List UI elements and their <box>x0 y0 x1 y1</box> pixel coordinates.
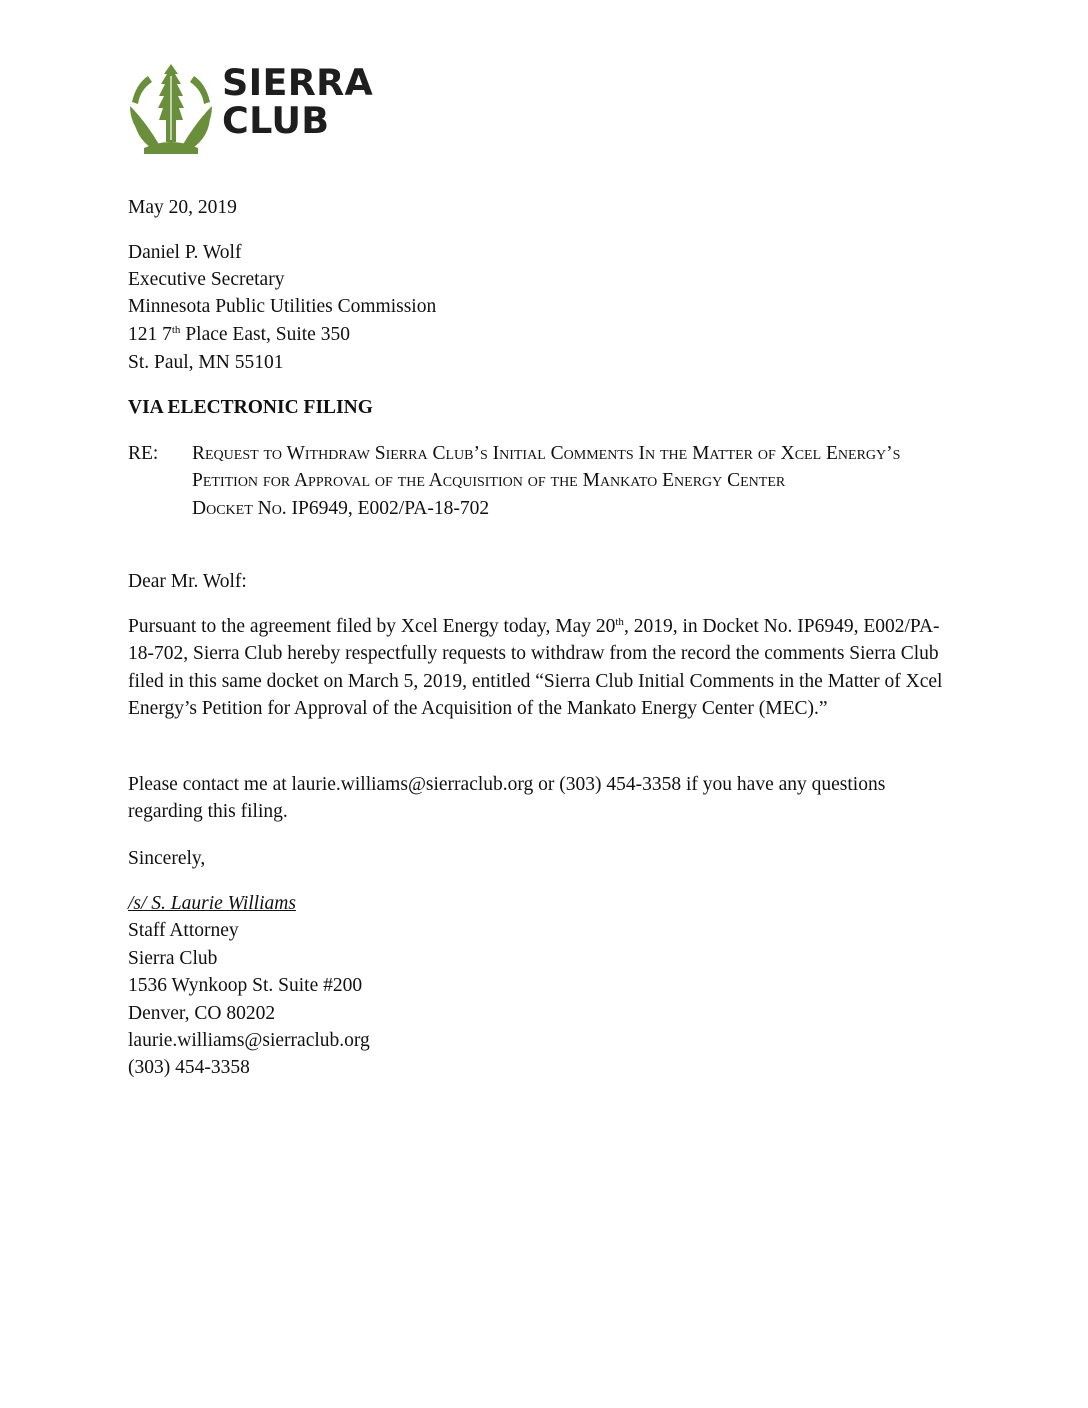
recipient-name: Daniel P. Wolf <box>128 242 242 263</box>
sequoia-tree-logo-icon <box>126 62 216 154</box>
signer-city: Denver, CO 80202 <box>128 1002 276 1024</box>
body-p1-superscript: th <box>615 616 624 628</box>
address-rest: Place East, Suite 350 <box>180 324 350 345</box>
logo-line-2: CLUB <box>222 99 330 142</box>
recipient-city: St. Paul, MN 55101 <box>128 352 284 373</box>
re-block <box>192 440 952 522</box>
sierra-club-logo <box>126 61 374 154</box>
signer-title: Staff Attorney <box>128 920 239 942</box>
recipient-address <box>128 321 350 348</box>
signature-block <box>128 890 370 1082</box>
signer-email: laurie.williams@sierraclub.org <box>128 1030 370 1052</box>
re-docket: Docket No. IP6949, E002/PA-18-702 <box>192 497 490 519</box>
body-p1-rest: , 2019, in Docket No. IP6949, E002/PA-18-702, Sierra Club hereby respectfully requests to withdraw from the record the comments Sierra Club filed in this same docket on March 5, 2019, entitled “Sierra Club Initial Comments in the Matter of Xcel Energy’s Petition for Approval of the Acquisition of the Mankato Energy Center (MEC).” <box>128 616 943 720</box>
salutation: Dear Mr. Wolf: <box>128 571 247 592</box>
address-superscript: th <box>171 324 181 336</box>
signer-street: 1536 Wynkoop St. Suite #200 <box>128 975 363 997</box>
re-subject: Request to Withdraw Sierra Club’s Initial Comments In the Matter of Xcel Energy’s Petition for Approval of the Acquisition of the Mankato Energy Center <box>192 443 901 492</box>
address-number: 121 7 <box>128 324 172 345</box>
body-paragraph-2: Please contact me at laurie.williams@sierraclub.org or (303) 454-3358 if you have any questions regarding this filing. <box>128 774 886 823</box>
recipient-org: Minnesota Public Utilities Commission <box>128 296 437 317</box>
logo-wordmark <box>222 61 374 142</box>
signer-phone: (303) 454-3358 <box>128 1057 250 1079</box>
logo-line-1: SIERRA <box>222 61 374 104</box>
delivery-method: VIA ELECTRONIC FILING <box>128 397 373 418</box>
signer-org: Sierra Club <box>128 947 218 969</box>
signature: /s/ S. Laurie Williams <box>128 893 296 914</box>
re-label: RE: <box>128 443 159 464</box>
letter-date: May 20, 2019 <box>128 197 237 218</box>
closing: Sincerely, <box>128 848 206 869</box>
recipient-title: Executive Secretary <box>128 269 285 290</box>
body-paragraph-1 <box>128 613 958 723</box>
body-p1-start: Pursuant to the agreement filed by Xcel Energy today, May 20 <box>128 616 616 637</box>
